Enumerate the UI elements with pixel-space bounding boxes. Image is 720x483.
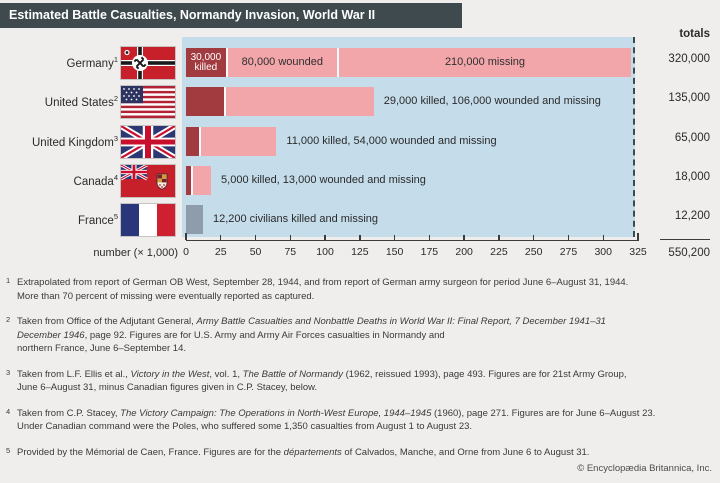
- bar-segment-wounded-and-missing: [193, 166, 211, 195]
- axis-tick-label: 125: [351, 246, 369, 258]
- canada-red-ensign-flag-icon: [121, 165, 175, 197]
- country-label-germany: Germany$^1$: [66, 55, 118, 70]
- footnote-number: 1: [6, 276, 11, 285]
- footnote-italic-text: Army Battle Casualties and Nonbattle Deaths in World War II: Final Report, 7 December 1941–31: [196, 316, 606, 327]
- footnote-reference: 4: [113, 173, 118, 182]
- footnote-text: (1960), page 271. Figures are for June 6–August 23.: [431, 407, 656, 419]
- axis-tick: [498, 235, 499, 240]
- bar-segment-killed: [186, 166, 193, 195]
- footnote-line: [17, 342, 716, 356]
- footnote-reference: 2: [113, 94, 118, 103]
- country-label-united-states: United States$^2$: [44, 94, 118, 109]
- footnote-italic-text: The Victory Campaign: The Operations in North-West Europe, 1944–1945: [120, 407, 432, 419]
- footnote-4: [6, 407, 716, 434]
- axis-tick: [637, 233, 638, 240]
- footnote-text: Taken from C.P. Stacey,: [17, 407, 121, 419]
- footnote-line: [17, 407, 716, 421]
- footnote-text: June 6–August 31, minus Canadian figures given in C.P. Stacey, below.: [17, 382, 318, 393]
- axis-tick: [394, 235, 395, 240]
- axis-tick: [359, 235, 360, 240]
- germany-war-ensign-flag-icon: [121, 47, 175, 79]
- copyright-notice: © Encyclopædia Britannica, Inc.: [577, 463, 712, 474]
- axis-tick: [463, 235, 464, 240]
- bar-segment-label: 210,000 missing: [444, 56, 526, 68]
- footnote-italic-text: December 1946: [17, 329, 85, 341]
- axis-tick-label: 50: [249, 246, 262, 258]
- footnote-line: [17, 381, 716, 395]
- footnote-line: [17, 276, 716, 290]
- footnote-italic-text: Victory in the West: [130, 368, 210, 380]
- bar-value-label-canada: 5,000 killed, 13,000 wounded and missing: [221, 174, 426, 186]
- footnote-1: [6, 276, 716, 303]
- footnote-number: 3: [6, 367, 11, 377]
- bar-segment-wounded-and-missing: [226, 87, 373, 116]
- footnote-text: northern France, June 6–September 14.: [17, 343, 186, 354]
- footnote-2: [6, 315, 716, 356]
- bar-value-label-united-kingdom: 11,000 killed, 54,000 wounded and missing: [286, 135, 497, 147]
- country-label-france: France$^5$: [78, 212, 118, 227]
- footnote-italic-text: The Battle of Normandy: [242, 368, 343, 380]
- bar-segment-label: 80,000 wounded: [241, 56, 324, 68]
- france-flag-icon: [121, 204, 175, 236]
- axis-tick: [324, 235, 325, 240]
- axis-tick: [290, 235, 291, 240]
- bar-segment-killed: [186, 87, 226, 116]
- united-states-flag-icon: [121, 86, 175, 118]
- axis-tick-label: 150: [385, 246, 404, 258]
- page-title: Estimated Battle Casualties, Normandy Invasion, World War II: [9, 8, 376, 22]
- grand-total-value: 550,200: [668, 247, 710, 259]
- footnote-number: 5: [6, 445, 11, 455]
- bar-segment-civilians-killed-and-missing: [186, 205, 203, 234]
- country-label-united-kingdom: United Kingdom$^3$: [32, 134, 118, 149]
- footnote-text: Provided by the Mémorial de Caen, France. Figures are for the: [17, 446, 284, 458]
- axis-tick-label: 325: [629, 246, 647, 258]
- footnote-number: 4: [6, 406, 11, 416]
- axis-tick: [220, 235, 221, 240]
- footnote-line: [17, 315, 716, 329]
- bar-canada: [186, 166, 211, 195]
- footnote-text: , vol. 1,: [209, 368, 243, 380]
- axis-tick: [603, 235, 604, 240]
- footnote-line: [17, 368, 716, 382]
- total-value-canada: 18,000: [674, 171, 710, 183]
- axis-tick-label: 275: [559, 246, 578, 258]
- footnote-reference: 5: [113, 212, 118, 221]
- footnote-italic-text: départements: [283, 446, 342, 458]
- total-value-france: 12,200: [674, 210, 710, 222]
- axis-tick-label: 25: [214, 246, 227, 258]
- total-value-germany: 320,000: [668, 53, 710, 65]
- footnote-text: More than 70 percent of missing were eventually reported as captured.: [17, 290, 315, 302]
- footnote-reference: 1: [113, 55, 118, 64]
- axis-tick: [255, 235, 256, 240]
- country-label-canada: Canada$^4$: [73, 173, 118, 188]
- grand-total-rule: [660, 239, 710, 240]
- totals-column-header: totals: [679, 28, 710, 40]
- axis-tick-label: 225: [490, 246, 508, 258]
- footnote-text: (1962, reissued 1993), page 493. Figures are for 21st Army Group,: [342, 368, 627, 380]
- total-value-united-states: 135,000: [668, 92, 710, 104]
- axis-tick: [568, 235, 569, 240]
- footnote-line: [17, 420, 716, 434]
- footnote-text: of Calvados, Manche, and Orne from June 6 to August 31.: [341, 446, 590, 458]
- bar-value-label-united-states: 29,000 killed, 106,000 wounded and missing: [383, 95, 601, 107]
- footnote-5: [6, 446, 716, 460]
- footnote-text: Taken from Office of the Adjutant General,: [17, 316, 197, 327]
- footnote-text: , page 92. Figures are for U.S. Army and Army Air Forces casualties in Normandy and: [84, 329, 445, 341]
- title-bar: [0, 3, 462, 28]
- footnote-text: Under Canadian command were the Poles, who suffered some 1,350 casualties from August 1 to August 23.: [17, 421, 473, 432]
- bar-segment-wounded-and-missing: [201, 127, 276, 156]
- bar-segment-killed: [186, 48, 228, 77]
- axis-tick: [185, 233, 186, 240]
- footnote-line: [17, 329, 716, 343]
- axis-tick-label: 250: [524, 246, 543, 258]
- bar-value-label-france: 12,200 civilians killed and missing: [212, 213, 379, 225]
- bar-segment-wounded: [228, 48, 339, 77]
- bar-germany: [186, 48, 631, 77]
- axis-tick-label: 0: [183, 246, 189, 258]
- bar-united-states: [186, 87, 374, 116]
- x-axis: [186, 233, 639, 241]
- bar-segment-killed: [186, 127, 201, 156]
- bar-united-kingdom: [186, 127, 276, 156]
- axis-tick-label: 175: [420, 246, 439, 258]
- axis-tick-label: 100: [316, 246, 334, 258]
- footnote-reference: 3: [113, 134, 118, 143]
- bar-france: [186, 205, 203, 234]
- footnote-number: 2: [6, 315, 11, 324]
- axis-tick-label: 300: [594, 246, 612, 258]
- x-axis-label: number (× 1,000): [93, 247, 178, 259]
- footnote-line: [17, 446, 716, 460]
- bar-segment-missing: [339, 48, 631, 77]
- axis-tick-label: 200: [455, 246, 473, 258]
- united-kingdom-flag-icon: [121, 126, 175, 158]
- footnote-3: [6, 368, 716, 395]
- footnote-text: Extrapolated from report of German OB West, September 28, 1944, and from report of German army surgeon for period June 6–August 31, 1944.: [17, 277, 629, 288]
- footnote-text: Taken from L.F. Ellis et al.,: [17, 368, 131, 380]
- footnotes: [6, 276, 716, 471]
- axis-tick-label: 75: [284, 246, 297, 258]
- axis-cutoff-dashed-line: [633, 37, 635, 237]
- axis-tick: [429, 235, 430, 240]
- axis-tick: [533, 235, 534, 240]
- footnote-line: [17, 290, 716, 304]
- total-value-united-kingdom: 65,000: [674, 132, 710, 144]
- bar-segment-label: 30,000 killed: [190, 51, 222, 73]
